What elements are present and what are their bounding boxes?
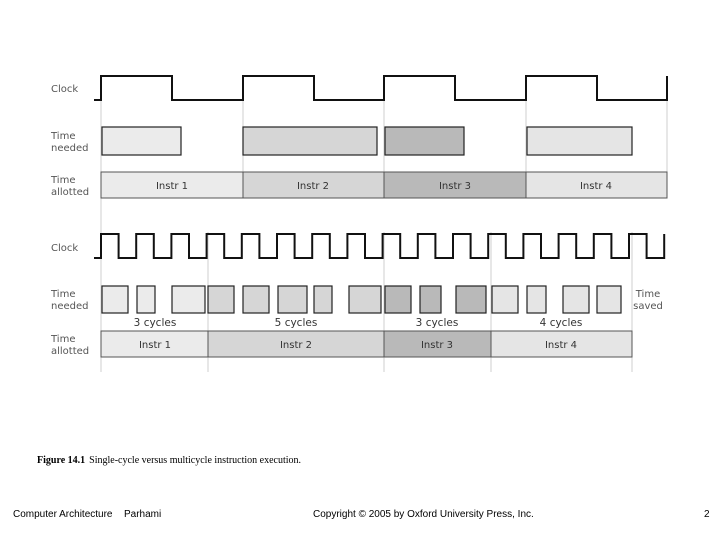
multi-needed-step-instr2 xyxy=(349,286,381,313)
single-time-allotted-label-line2: allotted xyxy=(51,187,90,198)
multi-time-needed-label-line1: Time xyxy=(51,289,76,300)
multi-needed-step-instr1 xyxy=(172,286,205,313)
single-time-needed-label-line2: needed xyxy=(51,143,89,154)
footer-copyright: Copyright © 2005 by Oxford University Press, Inc. xyxy=(313,509,534,520)
multi-needed-step-instr3 xyxy=(420,286,441,313)
multi-time-allotted-label-line2: allotted xyxy=(51,346,90,357)
multi-time-needed-label-line2: needed xyxy=(51,301,89,312)
time-saved-label-line2: saved xyxy=(633,301,663,312)
single-instr2-label: Instr 2 xyxy=(296,181,330,192)
multi-clock-label: Clock xyxy=(51,243,79,254)
multi-needed-step-instr4 xyxy=(527,286,546,313)
figure-caption-text: Single-cycle versus multicycle instruction execution. xyxy=(89,455,302,466)
multi-needed-step-instr1 xyxy=(137,286,155,313)
multi-instr3-label: Instr 3 xyxy=(420,340,454,351)
multi-instr1-label: Instr 1 xyxy=(138,340,172,351)
multi-needed-step-instr4 xyxy=(597,286,621,313)
multi-clock-waveform xyxy=(94,234,664,258)
cycles-label-instr1: 3 cycles xyxy=(133,317,177,329)
footer-page-number: 2 xyxy=(704,509,710,520)
single-instr4-label: Instr 4 xyxy=(579,181,613,192)
multi-instr4-label: Instr 4 xyxy=(544,340,578,351)
multi-needed-step-instr1 xyxy=(102,286,128,313)
multi-instr2-label: Instr 2 xyxy=(279,340,313,351)
footer-course: Computer Architecture xyxy=(13,509,113,520)
multi-needed-step-instr2 xyxy=(243,286,269,313)
single-needed-bar-instr2 xyxy=(243,127,377,155)
single-needed-bar-instr3 xyxy=(385,127,464,155)
single-needed-bar-instr1 xyxy=(102,127,181,155)
cycles-label-instr3: 3 cycles xyxy=(415,317,459,329)
multi-needed-step-instr4 xyxy=(563,286,589,313)
multi-needed-steps xyxy=(102,286,621,313)
time-saved-label-line1: Time xyxy=(635,289,661,300)
single-needed-bar-instr4 xyxy=(527,127,632,155)
cycles-label-instr4: 4 cycles xyxy=(539,317,583,329)
multi-needed-step-instr3 xyxy=(456,286,486,313)
multi-needed-step-instr2 xyxy=(278,286,307,313)
footer-author: Parhami xyxy=(124,509,162,520)
cycles-label-instr2: 5 cycles xyxy=(274,317,318,329)
multi-needed-step-instr2 xyxy=(208,286,234,313)
single-clock-waveform xyxy=(94,76,667,100)
single-instr1-label: Instr 1 xyxy=(155,181,189,192)
single-instr3-label: Instr 3 xyxy=(438,181,472,192)
single-clock-label: Clock xyxy=(51,84,79,95)
figure-caption xyxy=(37,455,301,466)
single-time-allotted-label-line1: Time xyxy=(51,175,76,186)
multi-needed-step-instr4 xyxy=(492,286,518,313)
multi-needed-step-instr2 xyxy=(314,286,332,313)
single-time-needed-label-line1: Time xyxy=(51,131,76,142)
figure-number: Figure 14.1 xyxy=(37,455,86,466)
multi-needed-step-instr3 xyxy=(385,286,411,313)
multi-time-allotted-label-line1: Time xyxy=(51,334,76,345)
